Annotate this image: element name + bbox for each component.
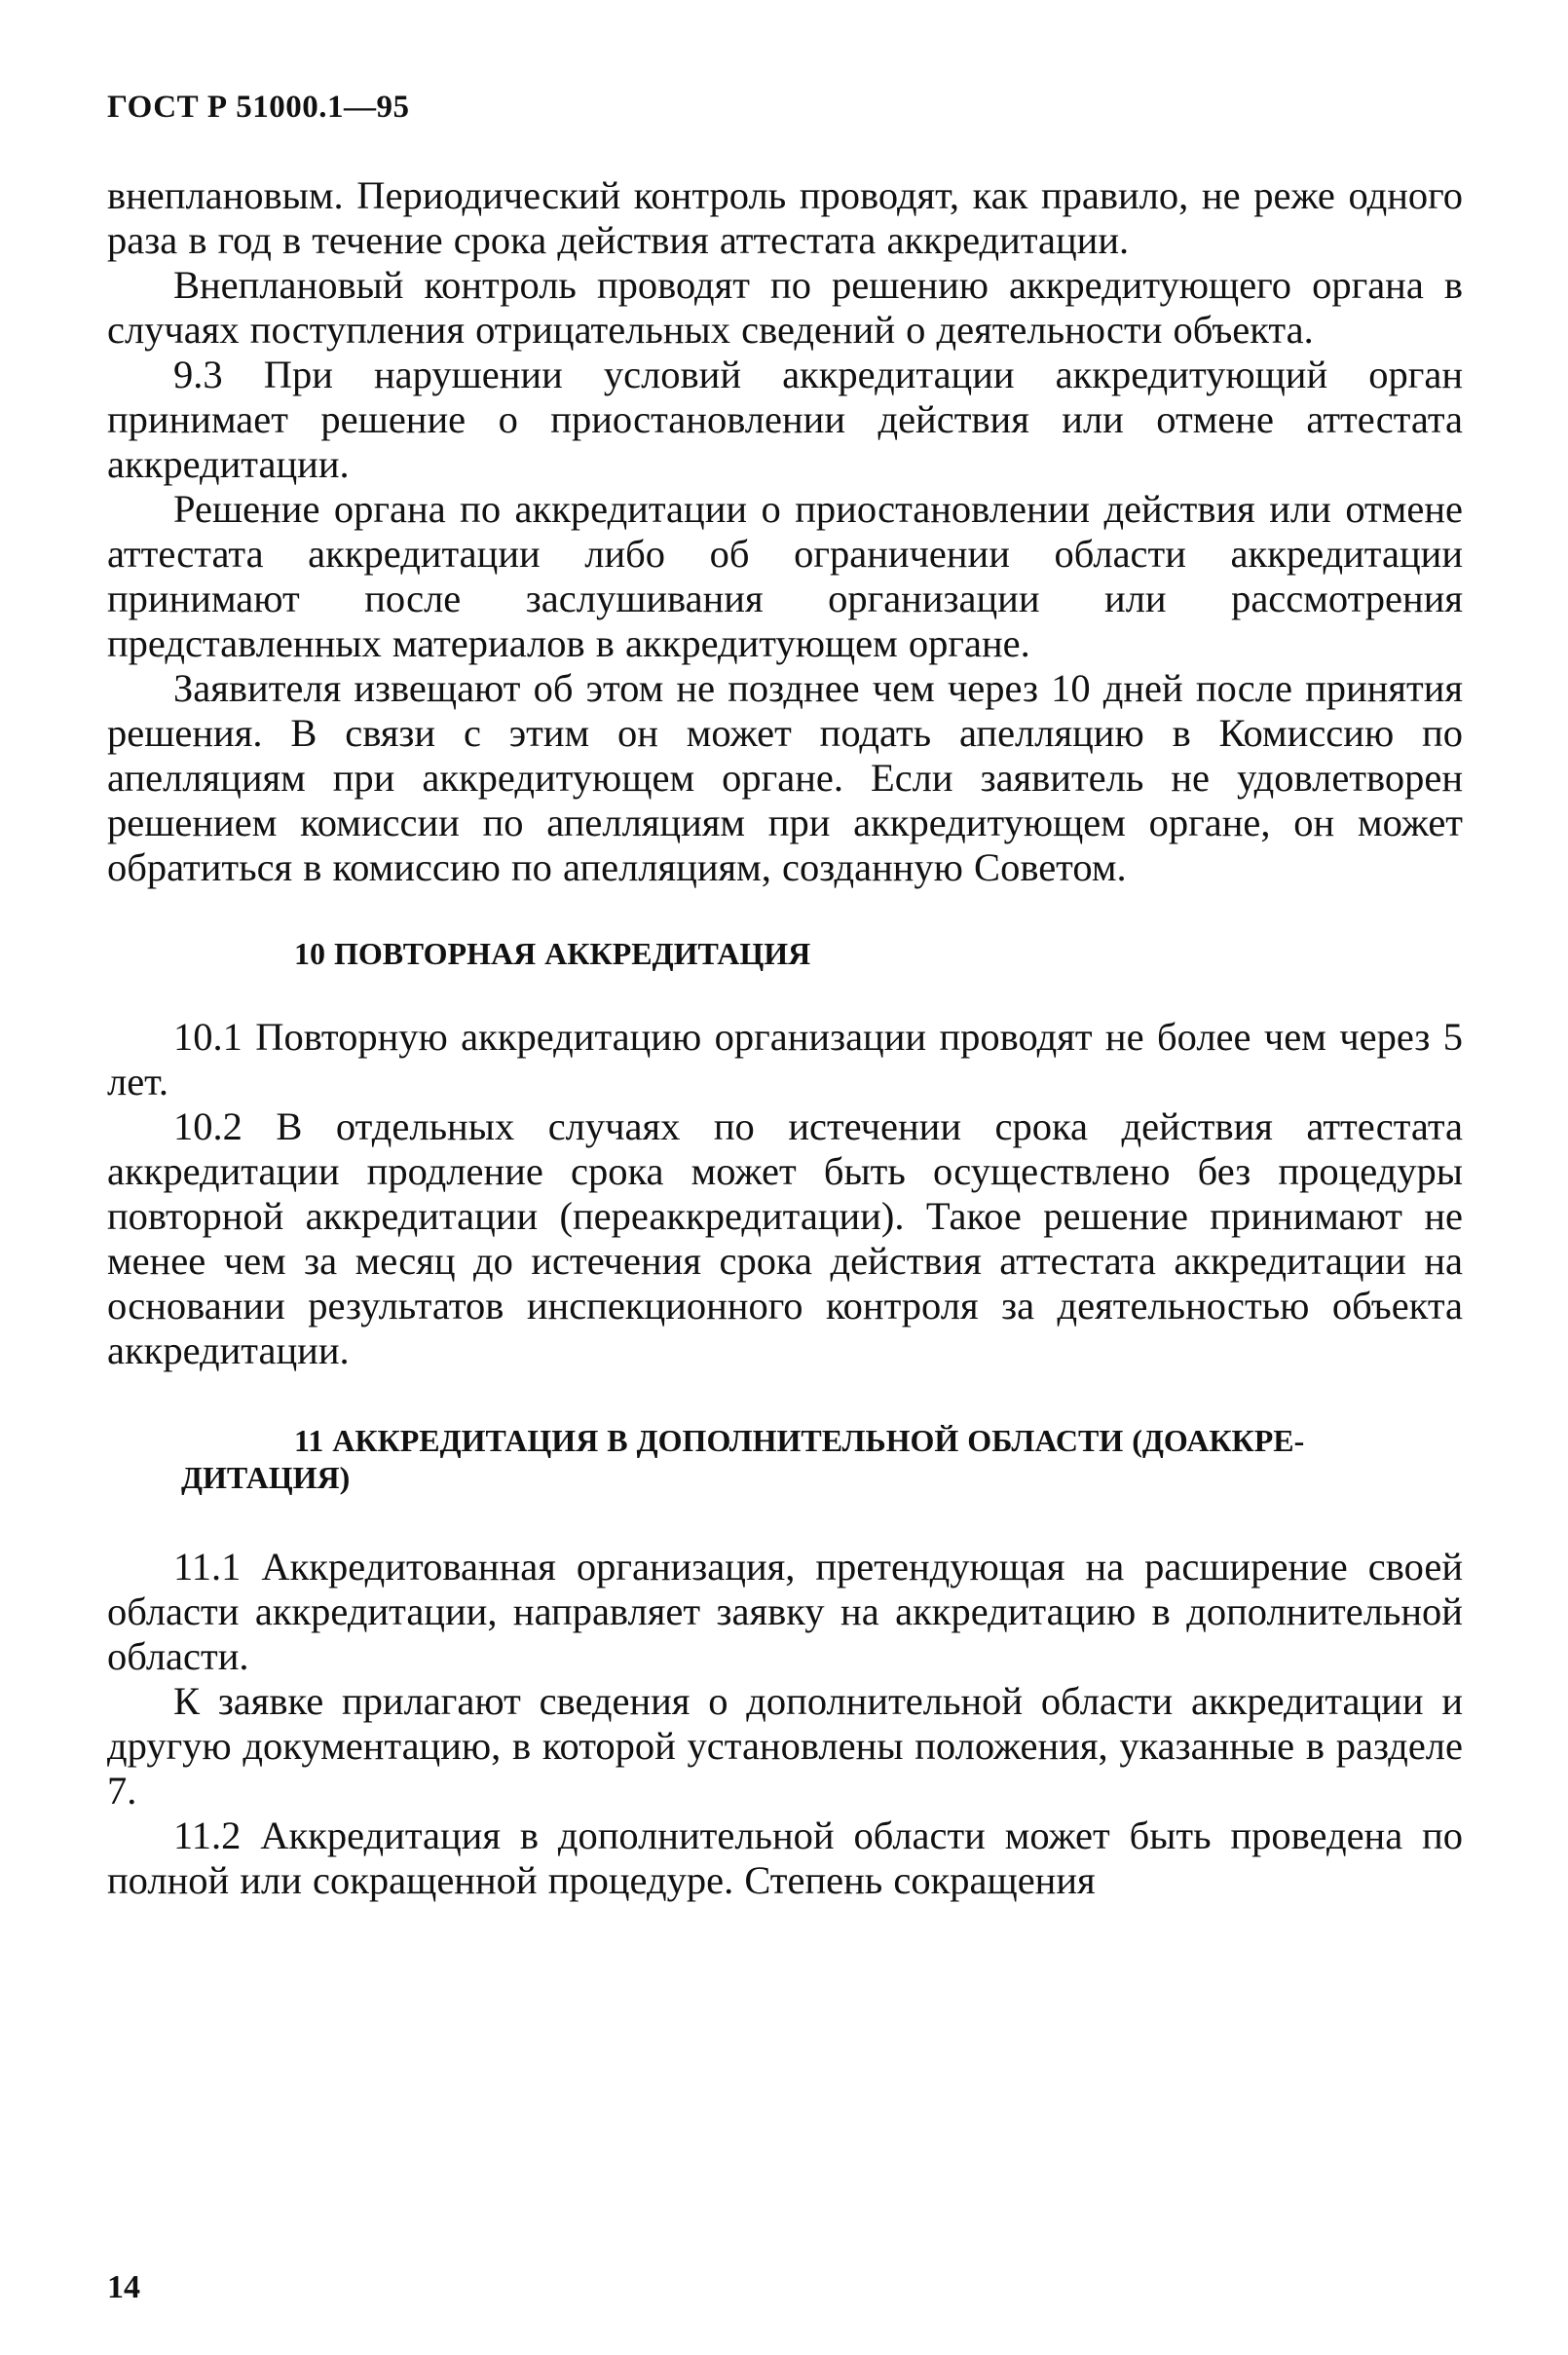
document-code-header: ГОСТ Р 51000.1—95	[107, 90, 410, 125]
paragraph-11-2: 11.2 Аккредитация в дополнительной области может быть проведена по полной или сокращенной процедуре. Степень сокращения	[107, 1813, 1463, 1902]
section-11-heading-line2: ДИТАЦИЯ)	[181, 1460, 351, 1495]
paragraph-10-1: 10.1 Повторную аккредитацию организации проводят не более чем через 5 лет.	[107, 1015, 1463, 1103]
section-10-heading: 10 ПОВТОРНАЯ АККРЕДИТАЦИЯ	[294, 936, 811, 971]
document-body	[107, 173, 1463, 1903]
paragraph-11-1: 11.1 Аккредитованная организация, претендующая на расширение своей области аккредитации, направляет заявку на аккредитацию в дополнительной области.	[107, 1545, 1463, 1678]
paragraph-10-2: 10.2 В отдельных случаях по истечении срока действия аттестата аккредитации продление срока может быть осуществлено без процедуры повторной аккредитации (переаккредитации). Такое решение принимают не менее чем за месяц до истечения срока действия аттестата аккредитации на основании результатов инспекционного контроля за деятельностью объекта аккредитации.	[107, 1104, 1463, 1372]
page-number: 14	[107, 2269, 140, 2305]
paragraph: Заявителя извещают об этом не позднее чем через 10 дней после принятия решения. В связи с этим он может подать апелляцию в Комиссию по апелляциям при аккредитующем органе. Если заявитель не удовлетворен решением комиссии по апелляциям при аккредитующем органе, он может обратиться в комиссию по апелляциям, созданную Советом.	[107, 666, 1463, 889]
paragraph: внеплановым. Периодический контроль проводят, как правило, не реже одного раза в год в течение срока действия аттестата аккредитации.	[107, 173, 1463, 262]
paragraph-9-3: 9.3 При нарушении условий аккредитации аккредитующий орган принимает решение о приостановлении действия или отмене аттестата аккредитации.	[107, 353, 1463, 486]
section-11-heading-line1: 11 АККРЕДИТАЦИЯ В ДОПОЛНИТЕЛЬНОЙ ОБЛАСТИ (ДОАККРЕ-	[294, 1423, 1305, 1458]
paragraph: К заявке прилагают сведения о дополнительной области аккредитации и другую документацию, в которой установлены положения, указанные в разделе 7.	[107, 1679, 1463, 1813]
paragraph: Внеплановый контроль проводят по решению аккредитующего органа в случаях поступления отрицательных сведений о деятельности объекта.	[107, 263, 1463, 352]
paragraph: Решение органа по аккредитации о приостановлении действия или отмене аттестата аккредитации либо об ограничении области аккредитации принимают после заслушивания организации или рассмотрения представленных материалов в аккредитующем органе.	[107, 487, 1463, 665]
section-11-heading	[107, 1422, 1463, 1496]
